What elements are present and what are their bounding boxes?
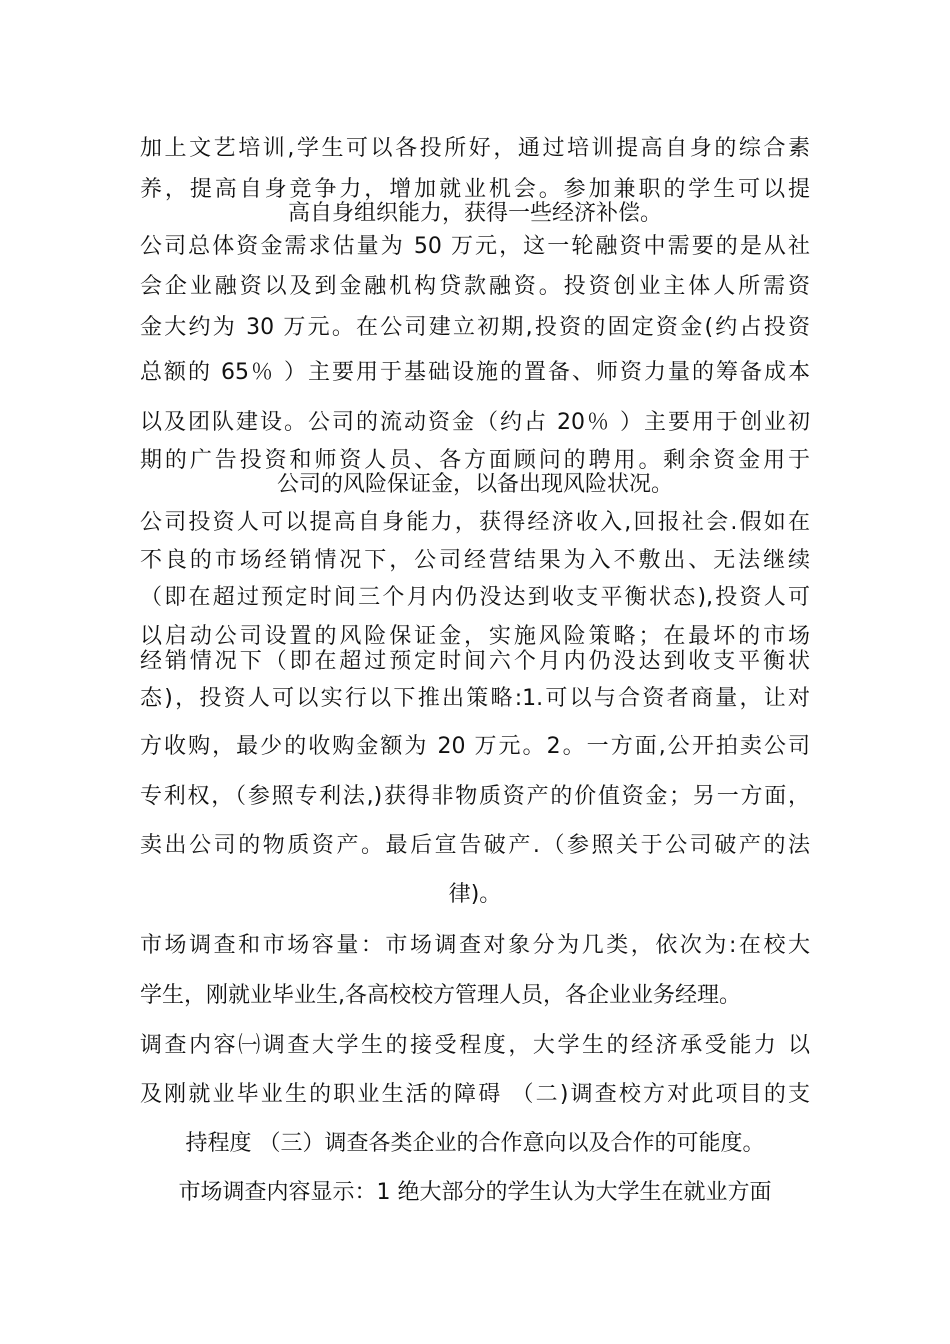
text-line-8: 以及团队建设。公司的流动资金（约占 20％ ）主要用于创业初 <box>140 410 810 435</box>
text-line-10: 公司的风险保证金，以备出现风险状况。 <box>276 472 673 497</box>
text-line-16: 态)，投资人可以实行以下推出策略:1.可以与合资者商量，让对 <box>140 686 810 711</box>
text-line-22: 学生，刚就业毕业生,各高校校方管理人员，各企业业务经理。 <box>140 983 741 1008</box>
text-line-20: 律)。 <box>448 882 502 907</box>
text-line-24: 及刚就业毕业生的职业生活的障碍 （二)调查校方对此项目的支 <box>140 1082 810 1107</box>
text-line-15: 经销情况下（即在超过预定时间六个月内仍没达到收支平衡状 <box>140 649 810 674</box>
text-line-19: 卖出公司的物质资产。最后宣告破产.（参照关于公司破产的法 <box>140 833 810 858</box>
text-line-4: 公司总体资金需求估量为 50 万元，这一轮融资中需要的是从社 <box>140 234 810 259</box>
text-line-14: 以启动公司设置的风险保证金，实施风险策略；在最坏的市场 <box>140 624 810 649</box>
text-line-13: （即在超过预定时间三个月内仍没达到收支平衡状态),投资人可 <box>140 585 810 610</box>
text-line-23: 调查内容㈠调查大学生的接受程度，大学生的经济承受能力 以 <box>140 1033 810 1058</box>
text-line-26: 市场调查内容显示：1 绝大部分的学生认为大学生在就业方面 <box>178 1180 772 1205</box>
text-line-12: 不良的市场经销情况下，公司经营结果为入不敷出、无法继续 <box>140 548 810 573</box>
text-line-6: 金大约为 30 万元。在公司建立初期,投资的固定资金(约占投资 <box>140 315 810 340</box>
text-line-5: 会企业融资以及到金融机构贷款融资。投资创业主体人所需资 <box>140 274 810 299</box>
text-line-21: 市场调查和市场容量：市场调查对象分为几类，依次为:在校大 <box>140 933 810 958</box>
text-line-1: 加上文艺培训,学生可以各投所好，通过培训提高自身的综合素 <box>140 136 810 161</box>
text-line-18: 专利权，（参照专利法,)获得非物质资产的价值资金；另一方面， <box>140 784 810 809</box>
text-line-25: 持程度 （三）调查各类企业的合作意向以及合作的可能度。 <box>185 1131 765 1156</box>
text-line-7: 总额的 65％ ）主要用于基础设施的置备、师资力量的筹备成本 <box>140 360 810 385</box>
text-line-2: 养，提高自身竞争力，增加就业机会。参加兼职的学生可以提 <box>140 177 810 202</box>
text-line-17: 方收购，最少的收购金额为 20 万元。2。一方面,公开拍卖公司 <box>140 734 810 759</box>
text-line-9: 期的广告投资和师资人员、各方面顾问的聘用。剩余资金用于 <box>140 448 810 473</box>
text-line-11: 公司投资人可以提高自身能力，获得经济收入,回报社会.假如在 <box>140 510 810 535</box>
text-line-3: 高自身组织能力，获得一些经济补偿。 <box>287 201 662 226</box>
